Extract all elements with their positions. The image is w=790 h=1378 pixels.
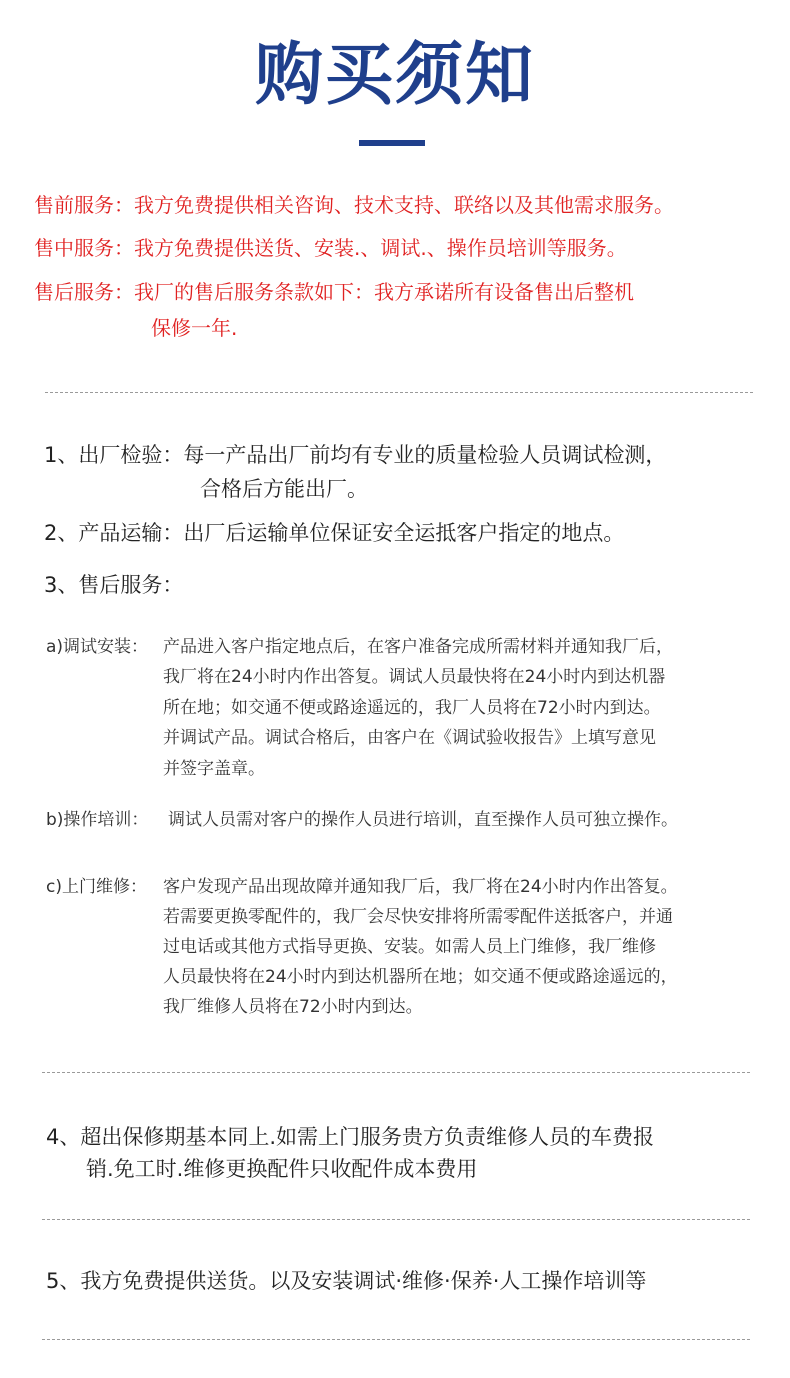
divider-4 [42, 1339, 750, 1340]
page-title: 购买须知 [254, 35, 535, 115]
sub-a-line-4: 并调试产品。调试合格后，由客户在《调试验收报告》上填写意见 [163, 728, 656, 748]
mid-sale-line [34, 236, 627, 260]
pre-sale-line [34, 193, 674, 217]
sub-a-line-2: 我厂将在24小时内作出答复。调试人员最快将在24小时内到达机器 [163, 667, 666, 687]
item-2-line [44, 520, 624, 546]
post-sale-label: 售后服务： [34, 280, 134, 304]
pre-sale-text: 我方免费提供相关咨询、技术支持、联络以及其他需求服务。 [134, 193, 674, 217]
divider-1 [45, 392, 753, 393]
post-sale-line [34, 280, 634, 304]
item-1-text-1: 每一产品出厂前均有专业的质量检验人员调试检测， [183, 443, 667, 467]
sub-c-line-1: 客户发现产品出现故障并通知我厂后，我厂将在24小时内作出答复。 [163, 877, 678, 897]
divider-2 [42, 1072, 750, 1073]
mid-sale-label: 售中服务： [34, 236, 134, 260]
sub-c-line-3: 过电话或其他方式指导更换、安装。如需人员上门维修，我厂维修 [163, 937, 656, 957]
sub-c-label: c)上门维修： [46, 877, 147, 897]
sub-a-line-5: 并签字盖章。 [163, 759, 265, 779]
item-1-line [44, 442, 666, 468]
item-2-text: 出厂后运输单位保证安全运抵客户指定的地点。 [183, 521, 625, 545]
pre-sale-label: 售前服务： [34, 193, 134, 217]
sub-c-line-4: 人员最快将在24小时内到达机器所在地；如交通不便或路途遥远的， [163, 967, 678, 987]
title-underline [359, 140, 425, 146]
divider-3 [42, 1219, 750, 1220]
sub-a-line-1: 产品进入客户指定地点后，在客户准备完成所需材料并通知我厂后， [163, 637, 673, 657]
sub-b-text: 调试人员需对客户的操作人员进行培训，直至操作人员可独立操作。 [168, 810, 678, 830]
item-1-text-2: 合格后方能出厂。 [200, 477, 368, 501]
sub-c-line-2: 若需要更换零配件的，我厂会尽快安排将所需零配件送抵客户，并通 [163, 907, 673, 927]
item-4-line-1: 4、超出保修期基本同上.如需上门服务贵方负责维修人员的车费报 [46, 1125, 655, 1149]
item-4-line-2: 销.免工时.维修更换配件只收配件成本费用 [86, 1157, 478, 1181]
mid-sale-text: 我方免费提供送货、安装.、调试.、操作员培训等服务。 [134, 236, 627, 260]
post-sale-text-1: 我厂的售后服务条款如下：我方承诺所有设备售出后整机 [134, 280, 634, 304]
item-5-text: 5、我方免费提供送货。以及安装调试·维修·保养·人工操作培训等 [46, 1269, 647, 1293]
sub-c-line-5: 我厂维修人员将在72小时内到达。 [163, 997, 423, 1017]
item-3-label: 3、售后服务： [44, 573, 184, 597]
item-2-label: 2、产品运输： [44, 521, 184, 545]
sub-a-line-3: 所在地；如交通不便或路途遥远的，我厂人员将在72小时内到达。 [163, 698, 661, 718]
sub-a-label: a)调试安装： [46, 637, 149, 657]
item-1-label: 1、出厂检验： [44, 443, 184, 467]
post-sale-text-2: 保修一年. [151, 316, 238, 340]
sub-b-label: b)操作培训： [46, 810, 149, 830]
